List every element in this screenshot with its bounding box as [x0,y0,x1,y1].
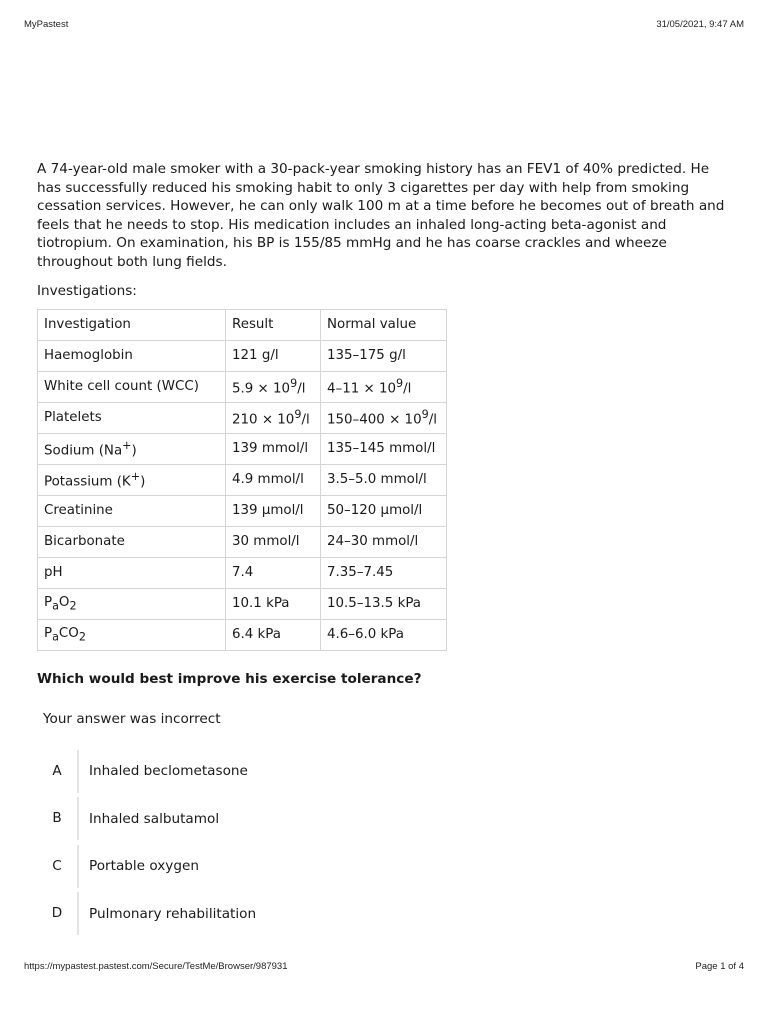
option-d[interactable] [37,892,727,935]
header-investigation: Investigation [38,309,226,340]
table-row [38,495,447,526]
normal-exponent: 9 [396,376,404,390]
name-base: Potassium (K [44,474,131,490]
option-text: Inhaled beclometasone [89,763,248,780]
investigation-result [226,402,321,433]
result-base: 210 × 10 [232,412,295,428]
name-subscript-2: 2 [78,630,86,644]
investigation-name [38,464,226,495]
table-row [38,557,447,588]
name-charge: + [130,469,141,483]
print-header [24,19,744,33]
investigation-name: Platelets [38,402,226,433]
investigation-name: Creatinine [38,495,226,526]
investigation-result: 121 g/l [226,340,321,371]
investigation-name: Bicarbonate [38,526,226,557]
investigation-name: Haemoglobin [38,340,226,371]
investigation-normal: 135–145 mmol/l [321,433,447,464]
table-row [38,588,447,619]
name-charge: + [122,438,132,452]
result-base: 5.9 × 10 [232,381,291,397]
option-letter: D [51,905,63,922]
table-row [38,340,447,371]
page-number: Page 1 of 4 [695,961,744,972]
investigations-table [37,309,447,651]
name-close: ) [131,443,137,459]
investigation-normal: 10.5–13.5 kPa [321,588,447,619]
option-text: Portable oxygen [89,858,199,875]
investigation-result: 6.4 kPa [226,619,321,650]
investigation-name: White cell count (WCC) [38,371,226,402]
investigation-normal: 7.35–7.45 [321,557,447,588]
table-header-row [38,309,447,340]
question-prompt: Which would best improve his exercise tolerance? [37,670,422,687]
name-close: ) [140,474,146,490]
investigation-normal: 135–175 g/l [321,340,447,371]
investigation-result: 4.9 mmol/l [226,464,321,495]
investigation-normal: 24–30 mmol/l [321,526,447,557]
investigation-name: pH [38,557,226,588]
investigation-normal [321,371,447,402]
name-base: Sodium (Na [44,443,123,459]
option-letter: C [52,857,62,874]
investigation-name [38,433,226,464]
normal-exponent: 9 [421,407,429,421]
name-p: P [44,625,53,641]
name-gas: O [58,594,70,610]
option-a[interactable] [37,750,727,793]
name-p: P [44,594,53,610]
investigation-normal: 3.5–5.0 mmol/l [321,464,447,495]
investigation-normal: 4.6–6.0 kPa [321,619,447,650]
site-name: MyPastest [24,19,69,30]
option-b[interactable] [37,797,727,840]
table-row [38,371,447,402]
normal-base: 150–400 × 10 [327,412,422,428]
option-c[interactable] [37,845,727,888]
header-result: Result [226,309,321,340]
name-subscript-a: a [52,599,59,613]
option-letter: B [52,810,62,827]
investigation-result [226,371,321,402]
result-exponent: 9 [294,407,302,421]
result-exponent: 9 [290,376,298,390]
header-normal-value: Normal value [321,309,447,340]
investigation-result: 139 mmol/l [226,433,321,464]
investigation-result: 7.4 [226,557,321,588]
option-text: Inhaled salbutamol [89,810,220,827]
print-datetime: 31/05/2021, 9:47 AM [656,19,744,30]
investigation-result: 30 mmol/l [226,526,321,557]
table-row [38,402,447,433]
result-unit: /l [301,412,310,428]
investigation-name [38,588,226,619]
table-row [38,526,447,557]
normal-unit: /l [403,381,412,397]
investigation-result: 139 µmol/l [226,495,321,526]
option-letter: A [52,762,62,779]
normal-base: 4–11 × 10 [327,381,397,397]
table-row [38,619,447,650]
print-footer [24,961,744,975]
result-unit: /l [297,381,306,397]
investigation-normal [321,402,447,433]
investigation-normal: 50–120 µmol/l [321,495,447,526]
name-subscript-2: 2 [69,599,77,613]
investigation-name [38,619,226,650]
table-row [38,433,447,464]
table-row [38,464,447,495]
question-content [37,160,727,940]
investigation-result: 10.1 kPa [226,588,321,619]
question-stem: A 74-year-old male smoker with a 30-pack-year smoking history has an FEV1 of 40% predicted. He has successfully reduced his smoking habit to only 3 cigarettes per day with help from smoking cessation services. However, he can only walk 100 m at a time before he becomes out of breath and feels that he needs to stop. His medication includes an inhaled long-acting beta-agonist and tiotropium. On examination, his BP is 155/85 mmHg and he has coarse crackles and wheeze throughout both lung fields. [37,161,725,270]
answer-feedback: Your answer was incorrect [43,710,221,727]
page-url: https://mypastest.pastest.com/Secure/TestMe/Browser/987931 [24,961,288,972]
name-subscript-a: a [52,630,59,644]
option-text: Pulmonary rehabilitation [89,905,257,922]
investigations-label: Investigations: [37,282,137,299]
name-gas: CO [58,625,79,641]
answer-options [37,750,727,936]
normal-unit: /l [428,412,437,428]
